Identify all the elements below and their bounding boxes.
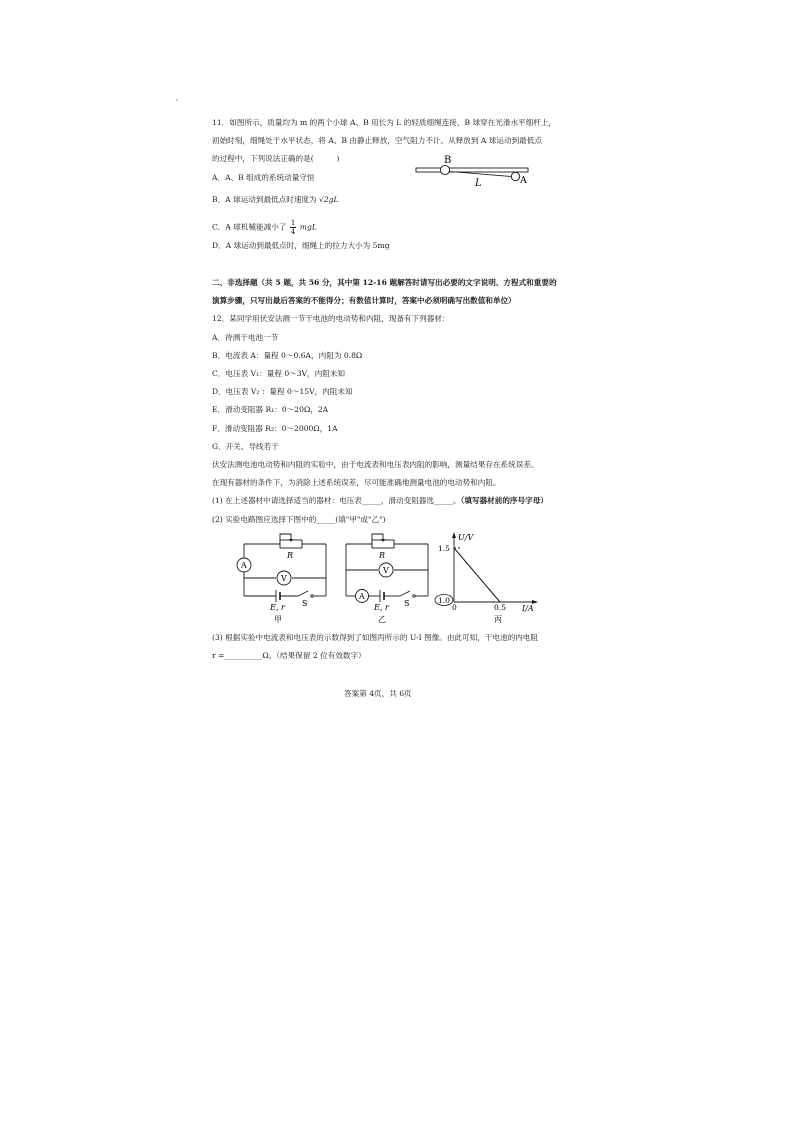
q11-option-c-text: C．A 球机械能减小了	[212, 222, 287, 232]
section2-heading-line2: 演算步骤，只写出最后答案的不能得分；有数值计算时，答案中必须明确写出数值和单位）	[212, 296, 516, 305]
q11-option-b	[212, 195, 339, 205]
page-footer: 答案第 4页，共 6页	[344, 689, 412, 698]
q12-item-a: A．待测干电池一节	[212, 333, 279, 342]
q12-sub3-line2: r =__________Ω。（结果保留 2 位有效数字）	[212, 651, 366, 660]
q12-item-e: E．滑动变阻器 R₁：0～20Ω，2A	[212, 405, 329, 414]
y-tick-bottom: 1.0	[438, 596, 450, 605]
q11-option-c	[212, 219, 317, 236]
q12-sub2: (2) 实验电路图应选择下图中的_____(填"甲"或"乙")	[212, 515, 386, 524]
q11-option-c-fraction	[290, 219, 296, 236]
x-axis-label: I/A	[522, 604, 534, 613]
q12-paragraph-2: 在现有器材的条件下，为消除上述系统误差，尽可能准确地测量电池的电动势和内阻。	[212, 478, 501, 487]
circuit-yi	[338, 530, 434, 626]
rheostat-label: R	[379, 551, 386, 560]
ball-a	[511, 172, 519, 180]
q12-item-f: F．滑动变阻器 R₂：0～2000Ω，1A	[212, 424, 338, 433]
q12-item-b: B．电流表 A：量程 0～0.6A，内阻为 0.8Ω	[212, 351, 363, 360]
voltmeter-label: V	[383, 566, 389, 575]
fraction-numerator: 1	[290, 219, 296, 227]
switch-label: S	[404, 599, 410, 608]
q11-stem-line2: 初始时刻，细绳处于水平状态，将 A、B 由静止释放，空气阻力不计。从释放到 A 球运动到最低点	[212, 136, 542, 145]
q11-option-b-formula: √2gL	[319, 195, 339, 204]
q11-option-b-text: B．A 球运动到最低点时速度为	[212, 195, 317, 204]
q11-option-c-unit: mgL	[299, 222, 317, 232]
q12-sub1	[212, 496, 548, 506]
scan-speck	[176, 99, 178, 101]
x-tick: 0.5	[494, 603, 506, 612]
voltmeter-label: V	[281, 574, 287, 583]
q12-sub1-text: (1) 在上述器材中请选择适当的器材：电压表_____，滑动变阻器选_____。	[212, 496, 461, 505]
q11-stem-line1: 11．如图所示，质量均为 m 的两个小球 A、B 用长为 L 的轻质细绳连接，B 球穿在光滑水平细杆上，	[212, 118, 557, 127]
smooth-rod	[416, 168, 528, 172]
fraction-denominator: 4	[290, 228, 296, 236]
q12-stem: 12．某同学用伏安法测一节干电池的电动势和内阻，现备有下列器材：	[212, 314, 450, 323]
u-i-line	[454, 548, 500, 602]
caption-jia: 甲	[274, 615, 282, 624]
q12-item-d: D．电压表 V₂ ：量程 0～15V，内阻未知	[212, 387, 353, 396]
q11-stem-line3: 的过程中，下列说法正确的是( )	[212, 154, 340, 163]
ammeter-label: A	[359, 592, 365, 601]
label-l: L	[475, 178, 482, 188]
q11-option-d: D．A 球运动到最低点时，细绳上的拉力大小为 5mg	[212, 241, 390, 250]
circuit-jia	[236, 530, 332, 626]
y-axis-label: U/V	[458, 533, 474, 542]
q12-paragraph-1: 伏安法测电池电动势和内阻的实验中，由于电流表和电压表内阻的影响，测量结果存在系统误差。	[212, 460, 539, 469]
battery-label: E, r	[374, 603, 389, 612]
q12-item-c: C．电压表 V₁：量程 0～3V，内阻未知	[212, 369, 346, 378]
switch-label: S	[302, 599, 308, 608]
y-tick-top: 1.5	[438, 544, 450, 553]
caption-bing: 丙	[494, 615, 502, 624]
label-a: A	[520, 175, 527, 186]
graph-bing	[430, 530, 542, 626]
label-b: B	[444, 155, 452, 166]
q12-item-g: G．开关、导线若干	[212, 442, 279, 451]
q12-sub3-line1: (3) 根据实验中电流表和电压表的示数得到了如图丙所示的 U-I 图像。由此可知，干电池的内电阻	[212, 633, 538, 642]
battery-label: E, r	[270, 603, 285, 612]
ball-b	[440, 165, 449, 174]
rheostat-label: R	[287, 551, 294, 560]
caption-yi: 乙	[378, 615, 386, 624]
q11-option-a: A．A、B 组成的系统动量守恒	[212, 173, 315, 182]
ammeter-label: A	[241, 561, 247, 570]
origin-label: 0	[452, 603, 457, 612]
q12-sub1-note: （填写器材前的序号字母）	[460, 496, 548, 505]
section2-heading-line1: 二、非选择题（共 5 题，共 56 分，其中第 12-16 题解答时请写出必要的文字说明、方程式和重要的	[212, 278, 557, 287]
q11-figure	[412, 152, 532, 188]
